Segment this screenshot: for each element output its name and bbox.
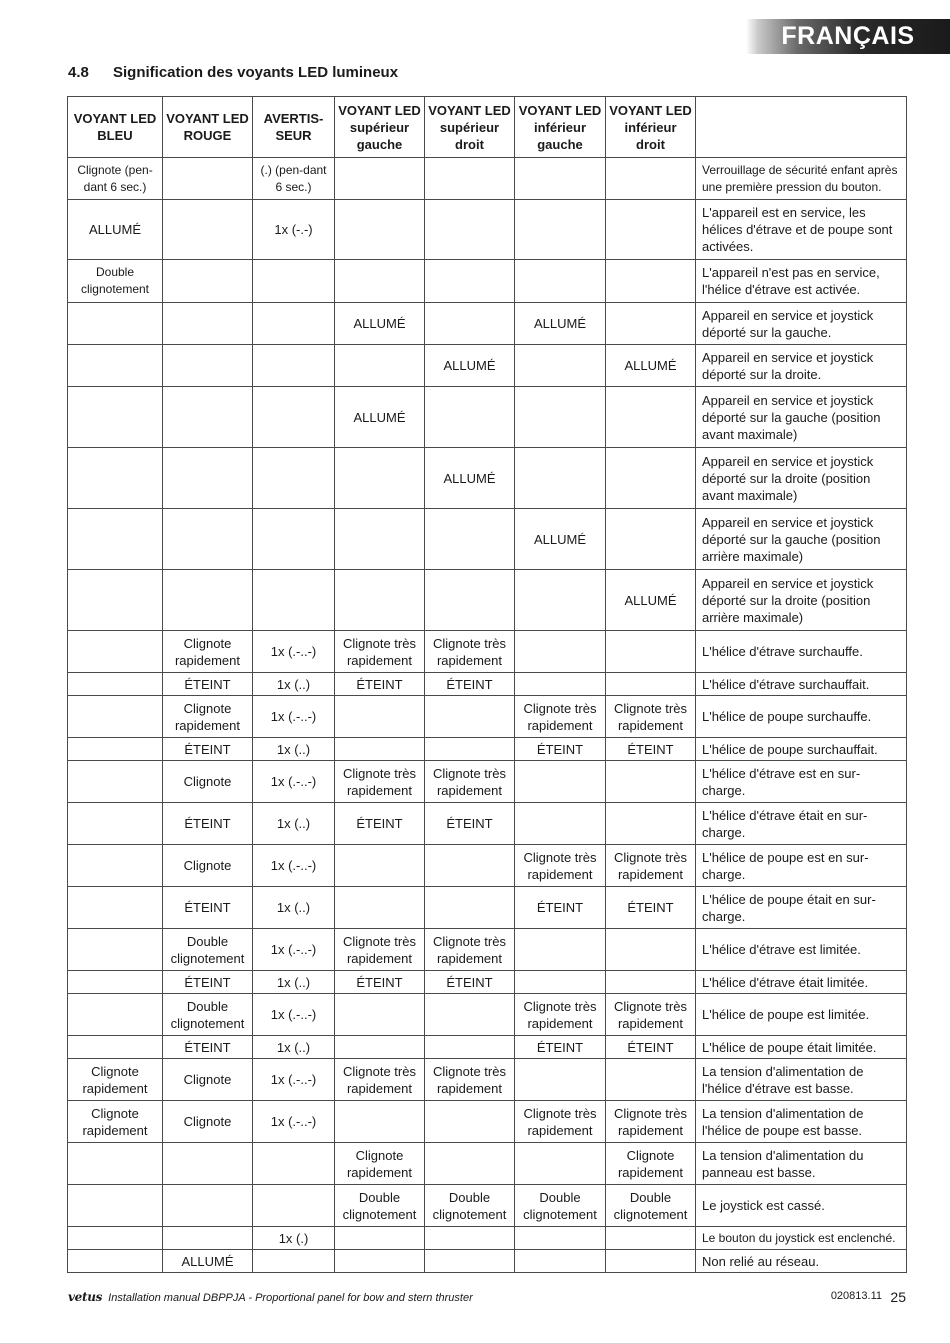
cell-upper-left-led (335, 1250, 425, 1273)
cell-red-led (163, 1227, 253, 1250)
cell-blue-led (68, 303, 163, 345)
document-code: 020813.11 (830, 1290, 882, 1302)
header-blue-led: VOYANT LED BLEU (68, 97, 163, 158)
cell-upper-right-led (425, 845, 515, 887)
cell-lower-right-led (606, 509, 696, 570)
cell-description: Appareil en service et joystick déporté sur la droite. (696, 345, 907, 387)
cell-description: L'hélice de poupe est limitée. (696, 994, 907, 1036)
cell-upper-right-led: Clignote très rapidement (425, 631, 515, 673)
cell-lower-right-led (606, 387, 696, 448)
cell-blue-led (68, 994, 163, 1036)
cell-lower-left-led: ÉTEINT (515, 1036, 606, 1059)
table-row (68, 509, 907, 570)
cell-upper-right-led (425, 887, 515, 929)
cell-lower-left-led: ÉTEINT (515, 887, 606, 929)
cell-upper-left-led: ÉTEINT (335, 803, 425, 845)
cell-lower-right-led: ÉTEINT (606, 887, 696, 929)
cell-lower-left-led (515, 631, 606, 673)
cell-upper-right-led (425, 570, 515, 631)
cell-red-led (163, 570, 253, 631)
cell-buzzer: 1x (.-..-) (253, 1101, 335, 1143)
cell-red-led: Clignote rapidement (163, 631, 253, 673)
cell-description: L'hélice d'étrave est limitée. (696, 929, 907, 971)
cell-buzzer (253, 303, 335, 345)
table-row (68, 570, 907, 631)
cell-upper-left-led (335, 1101, 425, 1143)
cell-blue-led (68, 631, 163, 673)
cell-blue-led (68, 570, 163, 631)
table-row (68, 887, 907, 929)
cell-red-led: Clignote (163, 845, 253, 887)
cell-upper-left-led: Clignote très rapidement (335, 1059, 425, 1101)
table-body (68, 158, 907, 1273)
cell-upper-left-led (335, 448, 425, 509)
cell-upper-right-led (425, 1227, 515, 1250)
cell-lower-right-led: ÉTEINT (606, 738, 696, 761)
cell-blue-led (68, 673, 163, 696)
header-upper-right-led: VOYANT LED supérieur droit (425, 97, 515, 158)
cell-upper-left-led (335, 887, 425, 929)
cell-buzzer: 1x (..) (253, 1036, 335, 1059)
cell-lower-left-led (515, 971, 606, 994)
table-row (68, 1143, 907, 1185)
cell-red-led (163, 387, 253, 448)
cell-upper-right-led (425, 509, 515, 570)
section-heading (68, 64, 398, 81)
cell-red-led (163, 200, 253, 260)
cell-description: Le joystick est cassé. (696, 1185, 907, 1227)
cell-lower-left-led (515, 761, 606, 803)
cell-description: L'hélice de poupe était en sur-charge. (696, 887, 907, 929)
cell-upper-left-led (335, 158, 425, 200)
cell-upper-right-led: ÉTEINT (425, 971, 515, 994)
cell-description: L'appareil n'est pas en service, l'hélice d'étrave est activée. (696, 260, 907, 303)
table-row (68, 994, 907, 1036)
cell-red-led (163, 158, 253, 200)
cell-upper-left-led (335, 696, 425, 738)
cell-lower-right-led (606, 803, 696, 845)
page-footer (68, 1290, 906, 1306)
cell-lower-right-led (606, 631, 696, 673)
cell-lower-right-led: Clignote rapidement (606, 1143, 696, 1185)
cell-description: Verrouillage de sécurité enfant après une première pression du bouton. (696, 158, 907, 200)
cell-buzzer: 1x (..) (253, 971, 335, 994)
cell-lower-left-led (515, 803, 606, 845)
table-row (68, 1227, 907, 1250)
cell-upper-right-led (425, 303, 515, 345)
cell-blue-led (68, 387, 163, 448)
cell-buzzer (253, 509, 335, 570)
cell-description: La tension d'alimentation de l'hélice de poupe est basse. (696, 1101, 907, 1143)
cell-upper-right-led (425, 1101, 515, 1143)
cell-red-led (163, 345, 253, 387)
cell-red-led (163, 303, 253, 345)
cell-blue-led (68, 1143, 163, 1185)
led-meaning-table (67, 96, 907, 1273)
table-row (68, 803, 907, 845)
table-row (68, 929, 907, 971)
cell-upper-right-led: ALLUMÉ (425, 345, 515, 387)
table-row (68, 631, 907, 673)
cell-red-led: ÉTEINT (163, 673, 253, 696)
cell-red-led: Clignote rapidement (163, 696, 253, 738)
cell-upper-left-led: ALLUMÉ (335, 387, 425, 448)
table-row (68, 448, 907, 509)
cell-buzzer: 1x (-.-) (253, 200, 335, 260)
cell-upper-left-led: Clignote rapidement (335, 1143, 425, 1185)
cell-red-led: Clignote (163, 761, 253, 803)
cell-lower-right-led (606, 971, 696, 994)
cell-upper-left-led: ALLUMÉ (335, 303, 425, 345)
cell-blue-led (68, 761, 163, 803)
header-red-led: VOYANT LED ROUGE (163, 97, 253, 158)
brand-logo: vetus (68, 1290, 103, 1304)
cell-description: L'hélice d'étrave surchauffait. (696, 673, 907, 696)
cell-buzzer: (.) (pen-dant 6 sec.) (253, 158, 335, 200)
cell-lower-left-led: ALLUMÉ (515, 303, 606, 345)
cell-blue-led: Double clignotement (68, 260, 163, 303)
cell-lower-right-led (606, 761, 696, 803)
cell-lower-left-led: Clignote très rapidement (515, 845, 606, 887)
cell-buzzer (253, 448, 335, 509)
cell-buzzer (253, 387, 335, 448)
cell-upper-left-led: Clignote très rapidement (335, 929, 425, 971)
table-row (68, 845, 907, 887)
cell-blue-led (68, 738, 163, 761)
cell-lower-right-led (606, 673, 696, 696)
table-row (68, 303, 907, 345)
cell-upper-right-led (425, 1036, 515, 1059)
cell-lower-right-led: Clignote très rapidement (606, 994, 696, 1036)
cell-red-led (163, 1185, 253, 1227)
cell-lower-right-led (606, 448, 696, 509)
cell-description: Appareil en service et joystick déporté sur la droite (position avant maximale) (696, 448, 907, 509)
cell-upper-left-led (335, 1036, 425, 1059)
cell-lower-left-led: Clignote très rapidement (515, 696, 606, 738)
cell-blue-led (68, 448, 163, 509)
cell-lower-left-led (515, 448, 606, 509)
cell-buzzer: 1x (..) (253, 673, 335, 696)
cell-description: L'hélice de poupe était limitée. (696, 1036, 907, 1059)
cell-red-led (163, 509, 253, 570)
table-row (68, 1101, 907, 1143)
cell-upper-right-led (425, 994, 515, 1036)
cell-lower-right-led (606, 1250, 696, 1273)
cell-upper-left-led: Double clignotement (335, 1185, 425, 1227)
cell-buzzer: 1x (.-..-) (253, 929, 335, 971)
cell-lower-right-led (606, 303, 696, 345)
cell-description: L'hélice de poupe surchauffe. (696, 696, 907, 738)
cell-red-led: ÉTEINT (163, 803, 253, 845)
cell-red-led (163, 1143, 253, 1185)
cell-description: L'hélice d'étrave était limitée. (696, 971, 907, 994)
cell-upper-right-led: Clignote très rapidement (425, 929, 515, 971)
cell-buzzer: 1x (.-..-) (253, 631, 335, 673)
cell-lower-right-led (606, 158, 696, 200)
table-header-row (68, 97, 907, 158)
cell-blue-led (68, 1227, 163, 1250)
cell-description: L'hélice d'étrave surchauffe. (696, 631, 907, 673)
cell-upper-left-led (335, 845, 425, 887)
cell-description: L'hélice de poupe surchauffait. (696, 738, 907, 761)
cell-description: Appareil en service et joystick déporté sur la droite (position arrière maximale) (696, 570, 907, 631)
cell-buzzer: 1x (..) (253, 803, 335, 845)
cell-upper-left-led (335, 345, 425, 387)
cell-red-led: ÉTEINT (163, 887, 253, 929)
cell-lower-left-led (515, 200, 606, 260)
cell-lower-left-led (515, 1250, 606, 1273)
table-row (68, 387, 907, 448)
cell-lower-left-led (515, 570, 606, 631)
table-row (68, 1059, 907, 1101)
cell-lower-left-led: Clignote très rapidement (515, 1101, 606, 1143)
cell-blue-led (68, 696, 163, 738)
cell-buzzer: 1x (..) (253, 738, 335, 761)
cell-buzzer: 1x (.-..-) (253, 761, 335, 803)
cell-buzzer (253, 260, 335, 303)
cell-upper-right-led (425, 696, 515, 738)
section-number: 4.8 (68, 64, 89, 81)
cell-lower-right-led (606, 1227, 696, 1250)
cell-lower-right-led: Clignote très rapidement (606, 696, 696, 738)
cell-red-led: ÉTEINT (163, 971, 253, 994)
cell-blue-led (68, 803, 163, 845)
cell-lower-right-led: Double clignotement (606, 1185, 696, 1227)
cell-blue-led (68, 929, 163, 971)
cell-upper-right-led (425, 260, 515, 303)
language-tab: FRANÇAIS (746, 19, 950, 54)
table-row (68, 761, 907, 803)
cell-blue-led (68, 345, 163, 387)
page-number: 25 (890, 1289, 906, 1305)
cell-red-led: Clignote (163, 1101, 253, 1143)
cell-lower-left-led (515, 1227, 606, 1250)
cell-description: Appareil en service et joystick déporté sur la gauche. (696, 303, 907, 345)
cell-lower-right-led (606, 929, 696, 971)
cell-buzzer (253, 570, 335, 631)
table-row (68, 345, 907, 387)
cell-lower-left-led (515, 1143, 606, 1185)
table-row (68, 738, 907, 761)
cell-buzzer: 1x (.-..-) (253, 994, 335, 1036)
cell-description: L'hélice d'étrave était en sur-charge. (696, 803, 907, 845)
header-buzzer: AVERTIS-SEUR (253, 97, 335, 158)
cell-upper-left-led: Clignote très rapidement (335, 631, 425, 673)
cell-upper-right-led (425, 158, 515, 200)
cell-blue-led (68, 1250, 163, 1273)
cell-lower-left-led (515, 158, 606, 200)
manual-title: Installation manual DBPPJA - Proportional panel for bow and stern thruster (108, 1292, 473, 1304)
cell-lower-left-led: ÉTEINT (515, 738, 606, 761)
cell-upper-left-led: ÉTEINT (335, 673, 425, 696)
cell-upper-left-led (335, 994, 425, 1036)
table-row (68, 971, 907, 994)
cell-lower-left-led (515, 387, 606, 448)
table-row (68, 260, 907, 303)
cell-lower-right-led: Clignote très rapidement (606, 1101, 696, 1143)
cell-lower-left-led (515, 929, 606, 971)
table-row (68, 673, 907, 696)
cell-lower-left-led: Double clignotement (515, 1185, 606, 1227)
cell-description: La tension d'alimentation de l'hélice d'étrave est basse. (696, 1059, 907, 1101)
header-description (696, 97, 907, 158)
cell-lower-right-led (606, 260, 696, 303)
cell-lower-left-led (515, 673, 606, 696)
cell-upper-right-led (425, 200, 515, 260)
cell-buzzer: 1x (.-..-) (253, 696, 335, 738)
cell-upper-right-led (425, 1250, 515, 1273)
header-lower-left-led: VOYANT LED inférieur gauche (515, 97, 606, 158)
cell-upper-left-led: ÉTEINT (335, 971, 425, 994)
cell-upper-right-led: ÉTEINT (425, 673, 515, 696)
section-title: Signification des voyants LED lumineux (113, 64, 399, 81)
cell-red-led (163, 448, 253, 509)
cell-blue-led (68, 887, 163, 929)
cell-lower-left-led (515, 260, 606, 303)
cell-blue-led (68, 1036, 163, 1059)
cell-buzzer: 1x (..) (253, 887, 335, 929)
header-upper-left-led: VOYANT LED supérieur gauche (335, 97, 425, 158)
cell-lower-left-led (515, 345, 606, 387)
cell-description: La tension d'alimentation du panneau est basse. (696, 1143, 907, 1185)
cell-buzzer: 1x (.) (253, 1227, 335, 1250)
cell-description: Non relié au réseau. (696, 1250, 907, 1273)
cell-buzzer: 1x (.-..-) (253, 1059, 335, 1101)
cell-lower-left-led (515, 1059, 606, 1101)
header-lower-right-led: VOYANT LED inférieur droit (606, 97, 696, 158)
cell-buzzer (253, 345, 335, 387)
cell-description: L'hélice d'étrave est en sur-charge. (696, 761, 907, 803)
table-row (68, 1185, 907, 1227)
cell-buzzer: 1x (.-..-) (253, 845, 335, 887)
cell-red-led: Clignote (163, 1059, 253, 1101)
cell-red-led: ALLUMÉ (163, 1250, 253, 1273)
cell-lower-right-led: Clignote très rapidement (606, 845, 696, 887)
cell-lower-right-led (606, 1059, 696, 1101)
cell-description: L'appareil est en service, les hélices d'étrave et de poupe sont activées. (696, 200, 907, 260)
table-row (68, 1036, 907, 1059)
cell-upper-left-led (335, 509, 425, 570)
cell-upper-left-led (335, 738, 425, 761)
cell-buzzer (253, 1143, 335, 1185)
cell-description: Appareil en service et joystick déporté sur la gauche (position arrière maximale) (696, 509, 907, 570)
cell-lower-right-led: ALLUMÉ (606, 345, 696, 387)
cell-upper-left-led (335, 260, 425, 303)
cell-blue-led (68, 845, 163, 887)
cell-upper-left-led (335, 570, 425, 631)
cell-description: L'hélice de poupe est en sur-charge. (696, 845, 907, 887)
cell-upper-left-led (335, 1227, 425, 1250)
cell-red-led: ÉTEINT (163, 1036, 253, 1059)
cell-red-led: Double clignotement (163, 994, 253, 1036)
cell-blue-led (68, 1185, 163, 1227)
cell-lower-right-led: ÉTEINT (606, 1036, 696, 1059)
cell-blue-led: Clignote rapidement (68, 1059, 163, 1101)
cell-buzzer (253, 1250, 335, 1273)
cell-upper-right-led: Clignote très rapidement (425, 761, 515, 803)
cell-blue-led: Clignote (pen-dant 6 sec.) (68, 158, 163, 200)
cell-description: Le bouton du joystick est enclenché. (696, 1227, 907, 1250)
cell-upper-left-led (335, 200, 425, 260)
cell-upper-right-led: Clignote très rapidement (425, 1059, 515, 1101)
cell-lower-left-led: Clignote très rapidement (515, 994, 606, 1036)
table-row (68, 158, 907, 200)
cell-lower-right-led: ALLUMÉ (606, 570, 696, 631)
table-row (68, 200, 907, 260)
cell-red-led: ÉTEINT (163, 738, 253, 761)
cell-lower-right-led (606, 200, 696, 260)
cell-upper-right-led (425, 1143, 515, 1185)
cell-buzzer (253, 1185, 335, 1227)
cell-description: Appareil en service et joystick déporté sur la gauche (position avant maximale) (696, 387, 907, 448)
cell-upper-right-led: ALLUMÉ (425, 448, 515, 509)
cell-blue-led: Clignote rapidement (68, 1101, 163, 1143)
cell-blue-led (68, 971, 163, 994)
cell-upper-right-led: Double clignotement (425, 1185, 515, 1227)
table-row (68, 696, 907, 738)
cell-upper-right-led (425, 387, 515, 448)
cell-red-led: Double clignotement (163, 929, 253, 971)
table-row (68, 1250, 907, 1273)
cell-upper-left-led: Clignote très rapidement (335, 761, 425, 803)
cell-red-led (163, 260, 253, 303)
cell-blue-led (68, 509, 163, 570)
cell-blue-led: ALLUMÉ (68, 200, 163, 260)
cell-upper-right-led: ÉTEINT (425, 803, 515, 845)
cell-lower-left-led: ALLUMÉ (515, 509, 606, 570)
cell-upper-right-led (425, 738, 515, 761)
